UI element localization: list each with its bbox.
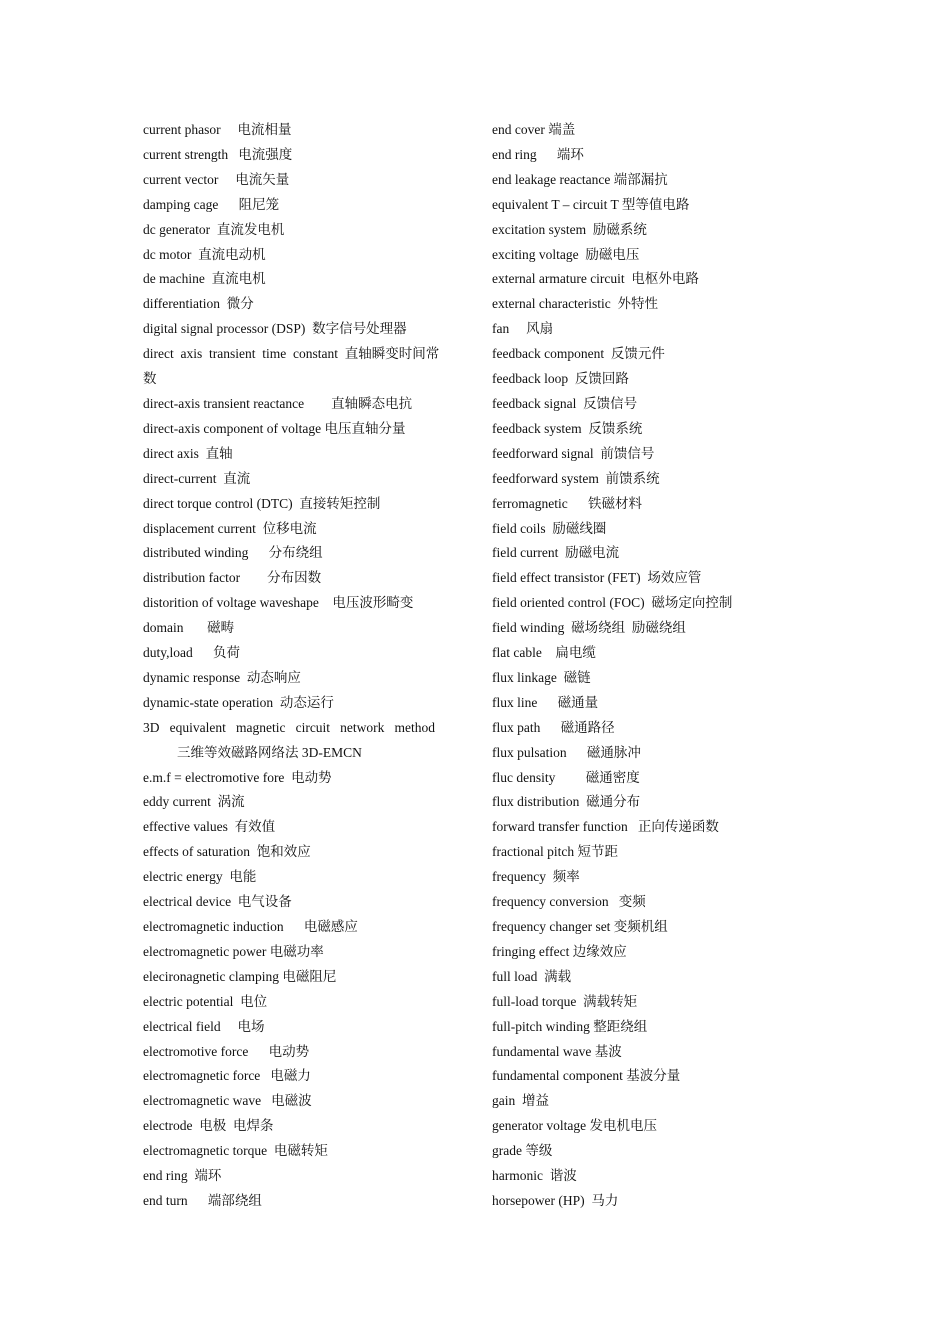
glossary-entry: 3D equivalent magnetic circuit network method — [143, 719, 436, 735]
glossary-entry: direct-current 直流 — [143, 470, 251, 486]
glossary-entry-continuation: 数 — [143, 371, 157, 387]
glossary-entry: equivalent T – circuit T 型等值电路 — [492, 196, 690, 212]
glossary-entry: feedback system 反馈系统 — [492, 420, 643, 436]
glossary-entry: feedforward signal 前馈信号 — [492, 445, 655, 461]
glossary-entry: fundamental component 基波分量 — [492, 1068, 681, 1084]
glossary-entry: external characteristic 外特性 — [492, 296, 659, 312]
glossary-entry: direct axis 直轴 — [143, 445, 233, 461]
glossary-entry: ferromagnetic 铁磁材料 — [492, 495, 642, 511]
glossary-entry: electromagnetic power 电磁功率 — [143, 943, 324, 959]
glossary-entry: distributed winding 分布绕组 — [143, 545, 323, 561]
glossary-entry: flux distribution 磁通分布 — [492, 794, 641, 810]
glossary-entry: end ring 端环 — [492, 146, 584, 162]
glossary-entry: grade 等级 — [492, 1143, 553, 1159]
glossary-entry: excitation system 励磁系统 — [492, 221, 647, 237]
glossary-entry: electrode 电极 电焊条 — [143, 1118, 274, 1134]
glossary-entry: flat cable 扁电缆 — [492, 645, 596, 661]
glossary-entry: eddy current 涡流 — [143, 794, 245, 810]
glossary-entry: horsepower (HP) 马力 — [492, 1192, 619, 1208]
glossary-entry: field winding 磁场绕组 励磁绕组 — [492, 620, 686, 636]
glossary-entry: electromagnetic force 电磁力 — [143, 1068, 311, 1084]
glossary-entry: end leakage reactance 端部漏抗 — [492, 171, 668, 187]
glossary-entry: electromagnetic wave 电磁波 — [143, 1093, 312, 1109]
glossary-entry: distribution factor 分布因数 — [143, 570, 322, 586]
glossary-entry: exciting voltage 励磁电压 — [492, 246, 640, 262]
glossary-entry: field coils 励磁线圈 — [492, 520, 607, 536]
glossary-entry: electric potential 电位 — [143, 993, 268, 1009]
glossary-entry: frequency 频率 — [492, 869, 580, 885]
glossary-entry: feedforward system 前馈系统 — [492, 470, 660, 486]
glossary-entry: direct-axis transient reactance 直轴瞬态电抗 — [143, 395, 413, 411]
glossary-entry: differentiation 微分 — [143, 296, 254, 312]
glossary-entry: damping cage 阻尼笼 — [143, 196, 280, 212]
glossary-entry: fringing effect 边缘效应 — [492, 943, 627, 959]
glossary-entry: full load 满载 — [492, 968, 572, 984]
glossary-entry: flux path 磁通路径 — [492, 719, 615, 735]
glossary-entry: digital signal processor (DSP) 数字信号处理器 — [143, 321, 407, 337]
glossary-entry: domain 磁畴 — [143, 620, 235, 636]
glossary-entry: distorition of voltage waveshape 电压波形畸变 — [143, 595, 414, 611]
glossary-entry: dynamic response 动态响应 — [143, 669, 301, 685]
glossary-entry: elecironagnetic clamping 电磁阻尼 — [143, 968, 337, 984]
glossary-entry: feedback component 反馈元件 — [492, 346, 665, 362]
glossary-entry: displacement current 位移电流 — [143, 520, 317, 536]
glossary-entry-continuation: 三维等效磁路网络法 3D-EMCN — [177, 744, 362, 760]
left-glossary-column — [143, 118, 465, 1214]
glossary-entry: de machine 直流电机 — [143, 271, 266, 287]
glossary-entry: external armature circuit 电枢外电路 — [492, 271, 699, 287]
glossary-entry: current phasor 电流相量 — [143, 122, 292, 137]
glossary-entry: harmonic 谐波 — [492, 1168, 577, 1184]
glossary-entry: flux line 磁通量 — [492, 694, 599, 710]
glossary-entry: electromagnetic induction 电磁感应 — [143, 919, 358, 934]
glossary-entry: current strength 电流强度 — [143, 146, 293, 162]
glossary-entry: fluc density 磁通密度 — [492, 769, 640, 785]
glossary-entry: electric energy 电能 — [143, 869, 257, 885]
glossary-entry: dynamic-state operation 动态运行 — [143, 694, 334, 710]
glossary-entry: gain 增益 — [492, 1093, 549, 1109]
glossary-entry: flux pulsation 磁通脉冲 — [492, 744, 641, 760]
glossary-entry: full-pitch winding 整距绕组 — [492, 1018, 648, 1034]
glossary-entry: end ring 端环 — [143, 1168, 222, 1184]
glossary-entry: feedback signal 反馈信号 — [492, 395, 638, 411]
glossary-entry: end turn 端部绕组 — [143, 1192, 262, 1208]
glossary-entry: feedback loop 反馈回路 — [492, 371, 629, 387]
glossary-entry: fan 风扇 — [492, 321, 554, 337]
glossary-entry: direct-axis component of voltage 电压直轴分量 — [143, 420, 406, 436]
glossary-entry: field oriented control (FOC) 磁场定向控制 — [492, 595, 733, 611]
glossary-entry: effective values 有效值 — [143, 819, 276, 835]
glossary-entry: flux linkage 磁链 — [492, 669, 591, 685]
glossary-entry: field current 励磁电流 — [492, 545, 620, 561]
glossary-entry: electromagnetic torque 电磁转矩 — [143, 1143, 328, 1159]
glossary-entry: dc motor 直流电动机 — [143, 246, 266, 262]
glossary-entry: direct torque control (DTC) 直接转矩控制 — [143, 495, 381, 511]
glossary-entry: fractional pitch 短节距 — [492, 844, 618, 860]
glossary-entry: full-load torque 满载转矩 — [492, 993, 638, 1009]
glossary-entry: direct axis transient time constant 直轴瞬变时间常 — [143, 346, 440, 362]
glossary-entry: forward transfer function 正向传递函数 — [492, 819, 719, 835]
glossary-entry: field effect transistor (FET) 场效应管 — [492, 570, 702, 586]
glossary-entry: e.m.f = electromotive fore 电动势 — [143, 769, 332, 785]
glossary-entry: end cover 端盖 — [492, 122, 576, 137]
glossary-entry: generator voltage 发电机电压 — [492, 1118, 657, 1134]
glossary-entry: fundamental wave 基波 — [492, 1043, 622, 1059]
right-glossary-column — [492, 118, 792, 1214]
glossary-entry: dc generator 直流发电机 — [143, 221, 285, 237]
glossary-entry: frequency changer set 变频机组 — [492, 919, 668, 934]
glossary-entry: effects of saturation 饱和效应 — [143, 844, 311, 860]
glossary-entry: electrical device 电气设备 — [143, 894, 292, 910]
glossary-entry: duty,load 负荷 — [143, 645, 240, 661]
glossary-entry: current vector 电流矢量 — [143, 171, 290, 187]
glossary-entry: frequency conversion 变频 — [492, 894, 646, 910]
glossary-entry: electrical field 电场 — [143, 1018, 265, 1034]
glossary-entry: electromotive force 电动势 — [143, 1043, 310, 1059]
